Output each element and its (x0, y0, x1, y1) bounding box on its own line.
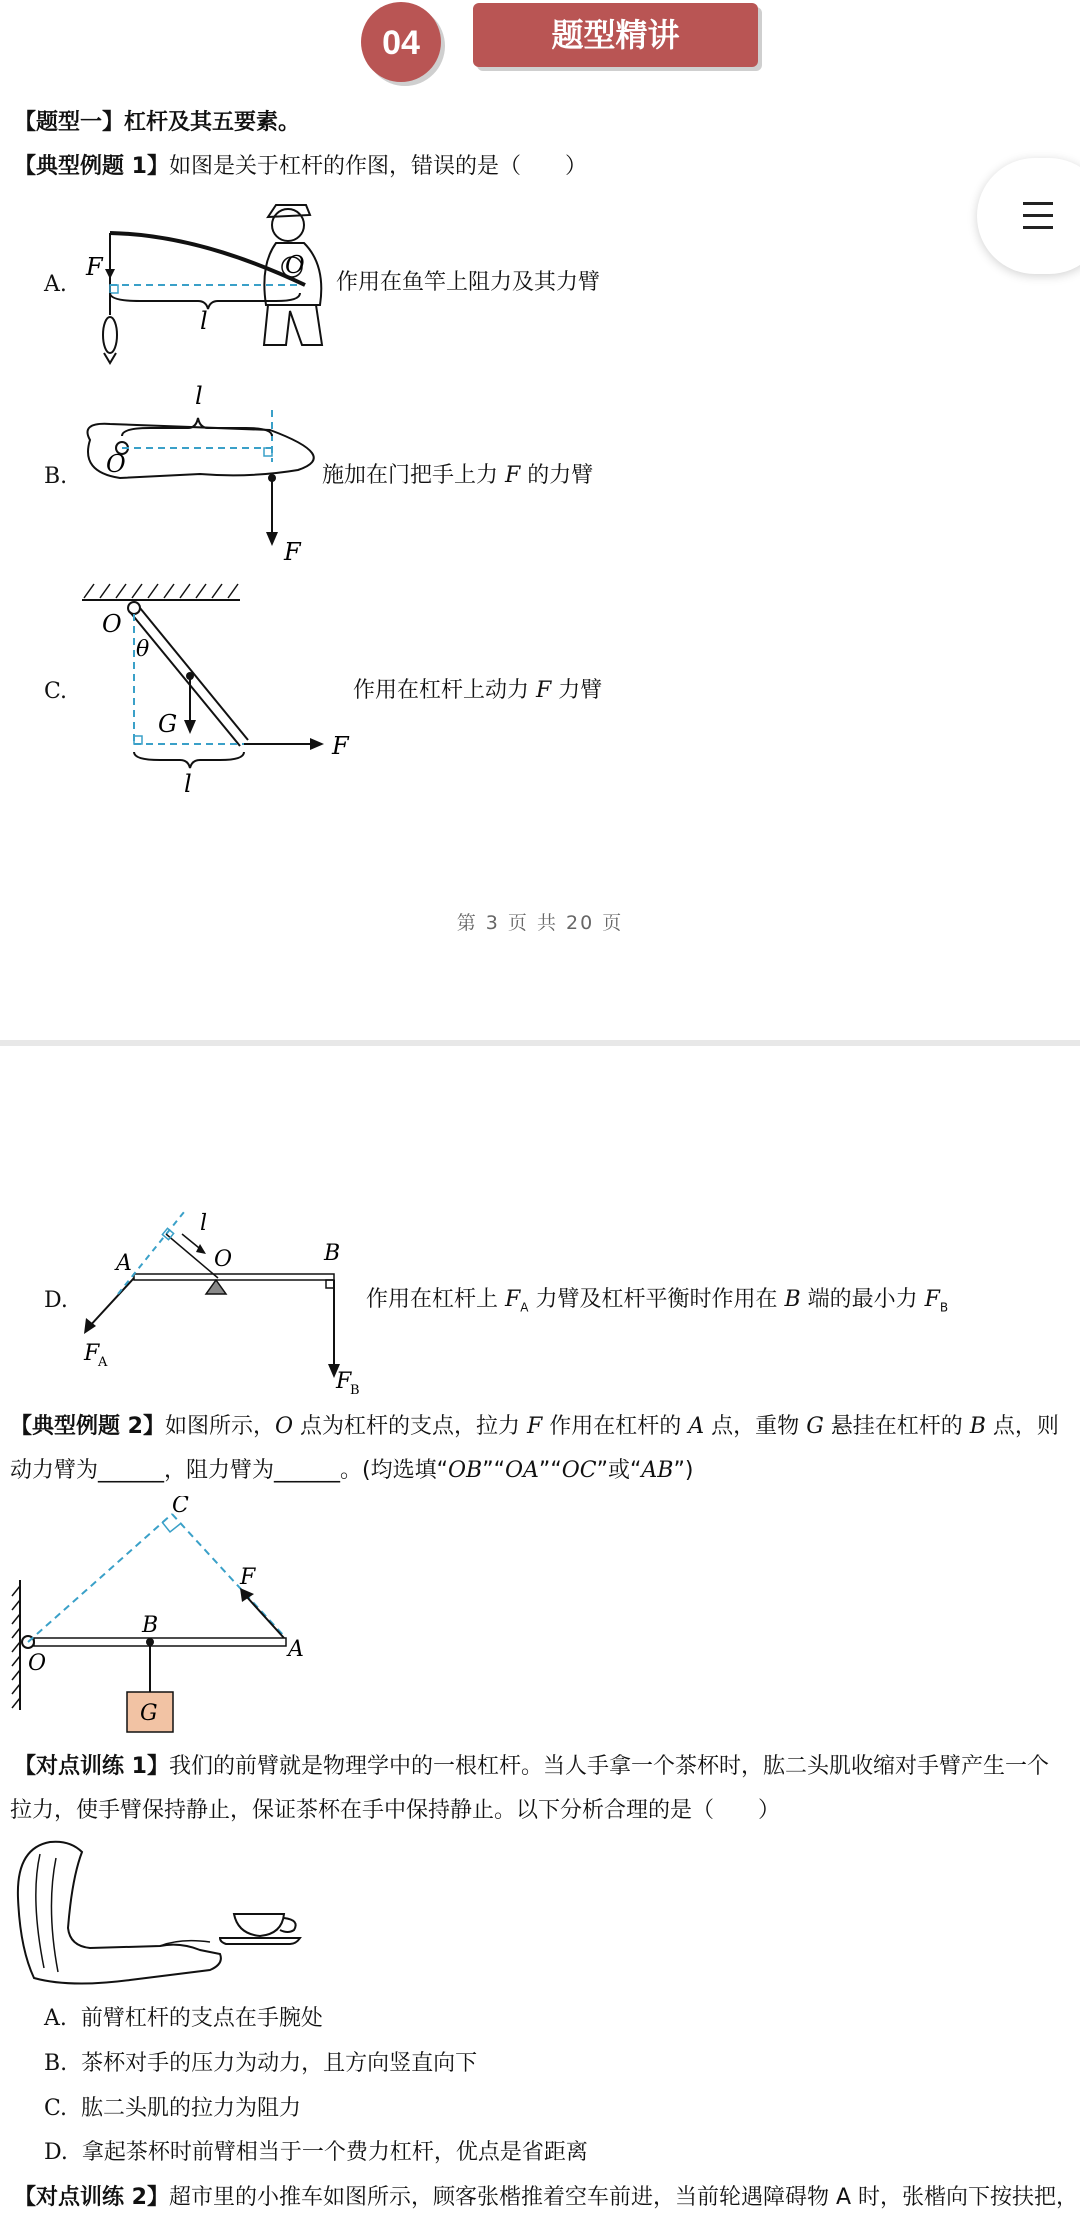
hanging-lever-figure (80, 580, 360, 800)
fig-b-F: F (284, 538, 301, 566)
option-a-text: 作用在鱼竿上阻力及其力臂 (336, 270, 601, 295)
fig-a-l: l (200, 307, 208, 335)
example1-text: 如图是关于杠杆的作图，错误的是（ ） (168, 154, 587, 179)
training1-option-c: C. 肱二头肌的拉力为阻力 (44, 2096, 302, 2121)
fig-b-l: l (195, 382, 203, 410)
fig-a-O: O (285, 251, 305, 279)
training2-line1: 【对点训练 2】超市里的小推车如图所示，顾客张楷推着空车前进，当前轮遇障碍物 A 时，张楷向下按扶把， (14, 2185, 1079, 2210)
option-a-letter: A. (44, 272, 67, 297)
fig-d-FB: F (336, 1369, 352, 1394)
option-b-letter: B. (44, 464, 68, 489)
fig-e2-G: G (140, 1701, 158, 1726)
training1-option-b: B. 茶杯对手的压力为动力，且方向竖直向下 (44, 2051, 478, 2076)
badge-number: 04 (382, 24, 420, 62)
fig-c-F: F (332, 732, 349, 760)
example1-question (14, 152, 587, 182)
example2-line1: 【典型例题 2】如图所示，O 点为杠杆的支点，拉力 F 作用在杠杆的 A 点，重物 G 悬挂在杠杆的 B 点，则 (10, 1414, 1059, 1439)
page-separator (0, 1040, 1080, 1046)
training1-line1: 【对点训练 1】我们的前臂就是物理学中的一根杠杆。当人手拿一个茶杯时，肱二头肌收缩对手臂产生一个 (14, 1754, 1049, 1779)
option-b-text: 施加在门把手上力 F 的力臂 (322, 463, 594, 488)
fig-a-F: F (86, 253, 103, 281)
section-title-box (473, 3, 758, 67)
fig-d-O: O (214, 1247, 233, 1272)
example1-tag: 【典型例题 1】 (14, 154, 169, 179)
section-title: 题型精讲 (551, 16, 680, 54)
fig-b-O: O (106, 450, 126, 478)
fig-e2-F: F (240, 1565, 256, 1590)
fig-e2-C: C (172, 1496, 189, 1518)
fig-c-O: O (102, 610, 122, 638)
fig-e2-A: A (288, 1637, 304, 1662)
section-heading: 【题型一】杠杆及其五要素。 (14, 110, 301, 135)
option-c-letter: C. (44, 679, 68, 704)
fig-d-l: l (200, 1211, 208, 1236)
fig-d-B: B (324, 1241, 341, 1266)
forearm-teacup-figure (10, 1838, 310, 1998)
hamburger-menu-icon (1023, 202, 1053, 205)
seesaw-lever-figure (78, 1204, 378, 1394)
training1-option-d: D. 拿起茶杯时前臂相当于一个费力杠杆，优点是省距离 (44, 2140, 588, 2165)
option-d-text: 作用在杠杆上 $F_A$ 力臂及杠杆平衡时作用在 B 端的最小力 $F_B$ (366, 1287, 949, 1315)
training1-option-a: A. 前臂杠杆的支点在手腕处 (44, 2006, 323, 2031)
fig-e2-B: B (142, 1613, 159, 1638)
page-footer: 第 3 页 共 20 页 (456, 912, 624, 934)
fig-d-FA-sub: A (98, 1355, 108, 1370)
fig-d-FA: F (84, 1341, 100, 1366)
fig-d-A: A (116, 1251, 132, 1276)
hamburger-line (1023, 214, 1053, 217)
fig-c-G: G (158, 710, 178, 738)
menu-button[interactable] (977, 158, 1080, 274)
option-d-letter: D. (44, 1288, 68, 1313)
training1-line2: 拉力，使手臂保持静止，保证茶杯在手中保持静止。以下分析合理的是（ ） (10, 1798, 781, 1823)
example2-line2: 动力臂为______，阻力臂为______。(均选填“OB”“OA”“OC”或“AB”) (10, 1458, 694, 1483)
fig-c-l: l (184, 770, 192, 798)
fig-e2-O: O (28, 1651, 47, 1676)
hamburger-line (1023, 226, 1053, 229)
fig-c-theta: θ (136, 637, 150, 662)
option-c-text: 作用在杠杆上动力 F 力臂 (353, 678, 603, 703)
section-number-badge (355, 2, 455, 86)
fig-d-FB-sub: B (350, 1383, 360, 1394)
wall-lever-figure (10, 1496, 320, 1746)
fishing-rod-figure (80, 195, 340, 365)
door-handle-figure (80, 382, 330, 572)
